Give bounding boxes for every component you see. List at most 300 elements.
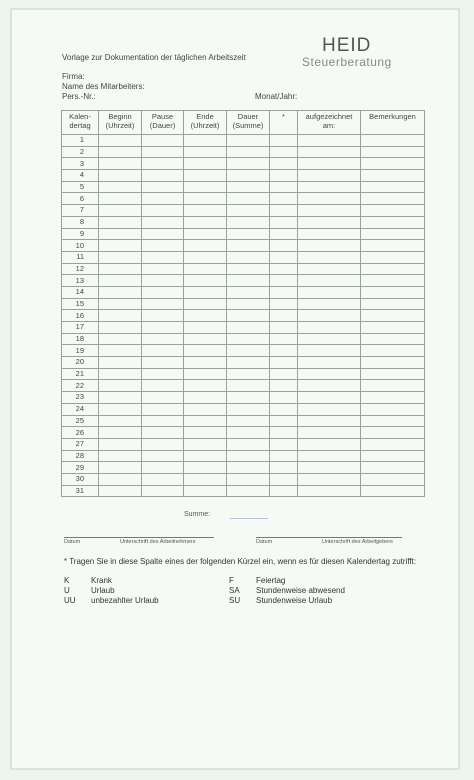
entry-cell[interactable]	[142, 345, 184, 357]
entry-cell[interactable]	[227, 193, 270, 205]
entry-cell[interactable]	[184, 170, 227, 182]
entry-cell[interactable]	[361, 322, 425, 334]
entry-cell[interactable]	[184, 193, 227, 205]
entry-cell[interactable]	[99, 170, 142, 182]
entry-cell[interactable]	[361, 298, 425, 310]
entry-cell[interactable]	[227, 310, 270, 322]
column-header-line2: dertag	[69, 121, 91, 130]
entry-cell[interactable]	[99, 438, 142, 450]
entry-cell[interactable]	[184, 205, 227, 217]
entry-cell[interactable]	[361, 263, 425, 275]
entry-cell[interactable]	[298, 403, 361, 415]
entry-cell[interactable]	[270, 135, 298, 147]
legend-label: unbezahlter Urlaub	[91, 596, 159, 605]
entry-cell[interactable]	[227, 380, 270, 392]
entry-cell[interactable]	[99, 450, 142, 462]
table-row	[62, 228, 425, 240]
entry-cell[interactable]	[227, 216, 270, 228]
day-number: 6	[62, 193, 99, 205]
entry-cell[interactable]	[270, 205, 298, 217]
day-number: 15	[62, 298, 99, 310]
entry-cell[interactable]	[99, 392, 142, 404]
entry-cell[interactable]	[270, 368, 298, 380]
entry-cell[interactable]	[184, 427, 227, 439]
day-number: 2	[62, 146, 99, 158]
entry-cell[interactable]	[298, 181, 361, 193]
company-logo	[302, 37, 422, 69]
entry-cell[interactable]	[142, 181, 184, 193]
column-header-line2: (Uhrzeit)	[190, 121, 220, 130]
entry-cell[interactable]	[184, 310, 227, 322]
table-row	[62, 333, 425, 345]
column-header	[298, 111, 361, 135]
entry-cell[interactable]	[270, 322, 298, 334]
entry-cell[interactable]	[361, 450, 425, 462]
entry-cell[interactable]	[227, 462, 270, 474]
legend-code: F	[229, 576, 234, 585]
table-row	[62, 357, 425, 369]
footnote: * Tragen Sie in diese Spalte eines der folgenden Kürzel ein, wenn es für diesen Kalendertag zutrifft:	[64, 557, 417, 566]
entry-cell[interactable]	[99, 368, 142, 380]
entry-cell[interactable]	[142, 427, 184, 439]
entry-cell[interactable]	[184, 263, 227, 275]
entry-cell[interactable]	[227, 135, 270, 147]
entry-cell[interactable]	[361, 333, 425, 345]
column-header	[270, 111, 298, 135]
entry-cell[interactable]	[99, 322, 142, 334]
entry-cell[interactable]	[270, 462, 298, 474]
table-row	[62, 450, 425, 462]
day-number: 7	[62, 205, 99, 217]
day-number: 17	[62, 322, 99, 334]
entry-cell[interactable]	[99, 473, 142, 485]
entry-cell[interactable]	[298, 263, 361, 275]
entry-cell[interactable]	[270, 438, 298, 450]
table-row	[62, 146, 425, 158]
entry-cell[interactable]	[184, 322, 227, 334]
entry-cell[interactable]	[99, 216, 142, 228]
day-number: 8	[62, 216, 99, 228]
entry-cell[interactable]	[270, 181, 298, 193]
entry-cell[interactable]	[142, 263, 184, 275]
entry-cell[interactable]	[227, 205, 270, 217]
entry-cell[interactable]	[361, 415, 425, 427]
table-row	[62, 251, 425, 263]
day-number: 16	[62, 310, 99, 322]
legend-label: Feiertag	[256, 576, 286, 585]
day-number: 12	[62, 263, 99, 275]
legend-item	[229, 576, 345, 586]
entry-cell[interactable]	[298, 473, 361, 485]
table-row	[62, 485, 425, 497]
entry-cell[interactable]	[270, 298, 298, 310]
entry-cell[interactable]	[99, 357, 142, 369]
entry-cell[interactable]	[99, 193, 142, 205]
entry-cell[interactable]	[184, 146, 227, 158]
entry-cell[interactable]	[298, 380, 361, 392]
legend-code: UU	[64, 596, 76, 605]
entry-cell[interactable]	[142, 450, 184, 462]
entry-cell[interactable]	[270, 380, 298, 392]
entry-cell[interactable]	[298, 135, 361, 147]
entry-cell[interactable]	[142, 473, 184, 485]
table-row	[62, 158, 425, 170]
entry-cell[interactable]	[184, 286, 227, 298]
entry-cell[interactable]	[142, 380, 184, 392]
entry-cell[interactable]	[99, 310, 142, 322]
entry-cell[interactable]	[227, 170, 270, 182]
entry-cell[interactable]	[298, 205, 361, 217]
datum-label-employee: Datum	[64, 539, 81, 545]
entry-cell[interactable]	[99, 181, 142, 193]
entry-cell[interactable]	[298, 438, 361, 450]
entry-cell[interactable]	[142, 462, 184, 474]
entry-cell[interactable]	[298, 415, 361, 427]
entry-cell[interactable]	[99, 403, 142, 415]
entry-cell[interactable]	[270, 240, 298, 252]
entry-cell[interactable]	[270, 473, 298, 485]
day-number: 22	[62, 380, 99, 392]
entry-cell[interactable]	[361, 485, 425, 497]
entry-cell[interactable]	[227, 368, 270, 380]
entry-cell[interactable]	[227, 450, 270, 462]
entry-cell[interactable]	[227, 333, 270, 345]
column-header-line2: (Dauer)	[149, 121, 176, 130]
entry-cell[interactable]	[298, 450, 361, 462]
entry-cell[interactable]	[184, 485, 227, 497]
entry-cell[interactable]	[184, 462, 227, 474]
entry-cell[interactable]	[142, 403, 184, 415]
entry-cell[interactable]	[298, 345, 361, 357]
entry-cell[interactable]	[184, 473, 227, 485]
entry-cell[interactable]	[142, 322, 184, 334]
entry-cell[interactable]	[298, 310, 361, 322]
entry-cell[interactable]	[227, 251, 270, 263]
entry-cell[interactable]	[298, 298, 361, 310]
entry-cell[interactable]	[361, 135, 425, 147]
entry-cell[interactable]	[184, 240, 227, 252]
entry-cell[interactable]	[298, 158, 361, 170]
entry-cell[interactable]	[270, 392, 298, 404]
entry-cell[interactable]	[184, 181, 227, 193]
entry-cell[interactable]	[99, 485, 142, 497]
entry-cell[interactable]	[361, 240, 425, 252]
entry-cell[interactable]	[142, 216, 184, 228]
table-row	[62, 181, 425, 193]
entry-cell[interactable]	[361, 181, 425, 193]
day-number: 28	[62, 450, 99, 462]
entry-cell[interactable]	[142, 485, 184, 497]
entry-cell[interactable]	[298, 240, 361, 252]
entry-cell[interactable]	[270, 403, 298, 415]
entry-cell[interactable]	[99, 333, 142, 345]
entry-cell[interactable]	[227, 438, 270, 450]
entry-cell[interactable]	[298, 322, 361, 334]
entry-cell[interactable]	[361, 392, 425, 404]
entry-cell[interactable]	[298, 462, 361, 474]
entry-cell[interactable]	[227, 298, 270, 310]
entry-cell[interactable]	[298, 170, 361, 182]
entry-cell[interactable]	[270, 450, 298, 462]
entry-cell[interactable]	[270, 286, 298, 298]
table-row	[62, 263, 425, 275]
entry-cell[interactable]	[227, 240, 270, 252]
entry-cell[interactable]	[298, 333, 361, 345]
column-header	[142, 111, 184, 135]
entry-cell[interactable]	[184, 380, 227, 392]
entry-cell[interactable]	[184, 228, 227, 240]
legend-right	[229, 576, 345, 606]
table-body	[62, 135, 425, 497]
signature-label-employer: Unterschrift des Arbeitgebers	[322, 539, 393, 545]
day-number: 25	[62, 415, 99, 427]
entry-cell[interactable]	[270, 310, 298, 322]
entry-cell[interactable]	[270, 275, 298, 287]
entry-cell[interactable]	[142, 193, 184, 205]
column-header-line1: aufgezeichnet	[305, 112, 353, 121]
entry-cell[interactable]	[142, 205, 184, 217]
entry-cell[interactable]	[298, 146, 361, 158]
table-row	[62, 322, 425, 334]
column-header	[184, 111, 227, 135]
day-number: 27	[62, 438, 99, 450]
column-header	[99, 111, 142, 135]
entry-cell[interactable]	[142, 170, 184, 182]
entry-cell[interactable]	[99, 146, 142, 158]
entry-cell[interactable]	[270, 415, 298, 427]
entry-cell[interactable]	[298, 216, 361, 228]
legend-item	[64, 576, 159, 586]
legend-label: Krank	[91, 576, 112, 585]
entry-cell[interactable]	[361, 170, 425, 182]
entry-cell[interactable]	[270, 228, 298, 240]
entry-cell[interactable]	[298, 251, 361, 263]
entry-cell[interactable]	[99, 286, 142, 298]
entry-cell[interactable]	[142, 286, 184, 298]
entry-cell[interactable]	[99, 240, 142, 252]
entry-cell[interactable]	[361, 275, 425, 287]
entry-cell[interactable]	[361, 251, 425, 263]
entry-cell[interactable]	[298, 286, 361, 298]
entry-cell[interactable]	[142, 158, 184, 170]
entry-cell[interactable]	[99, 427, 142, 439]
table-row	[62, 380, 425, 392]
entry-cell[interactable]	[227, 181, 270, 193]
field-firma: Firma:	[62, 72, 85, 81]
legend-left	[64, 576, 159, 606]
signature-line-employer	[256, 537, 402, 538]
entry-cell[interactable]	[227, 357, 270, 369]
entry-cell[interactable]	[142, 240, 184, 252]
entry-cell[interactable]	[184, 392, 227, 404]
entry-cell[interactable]	[184, 333, 227, 345]
entry-cell[interactable]	[361, 380, 425, 392]
column-header	[361, 111, 425, 135]
entry-cell[interactable]	[142, 310, 184, 322]
entry-cell[interactable]	[227, 485, 270, 497]
entry-cell[interactable]	[99, 298, 142, 310]
entry-cell[interactable]	[270, 170, 298, 182]
entry-cell[interactable]	[270, 427, 298, 439]
entry-cell[interactable]	[184, 298, 227, 310]
entry-cell[interactable]	[298, 392, 361, 404]
legend-item	[229, 586, 345, 596]
entry-cell[interactable]	[184, 368, 227, 380]
legend-label: Urlaub	[91, 586, 115, 595]
table-row	[62, 415, 425, 427]
table-row	[62, 403, 425, 415]
entry-cell[interactable]	[142, 368, 184, 380]
entry-cell[interactable]	[142, 228, 184, 240]
column-header-line1: Ende	[196, 112, 214, 121]
entry-cell[interactable]	[361, 473, 425, 485]
legend-item	[64, 596, 159, 606]
entry-cell[interactable]	[270, 485, 298, 497]
entry-cell[interactable]	[361, 462, 425, 474]
entry-cell[interactable]	[361, 345, 425, 357]
day-number: 4	[62, 170, 99, 182]
day-number: 1	[62, 135, 99, 147]
column-header-line1: *	[282, 112, 285, 121]
entry-cell[interactable]	[361, 368, 425, 380]
legend-item	[229, 596, 345, 606]
entry-cell[interactable]	[184, 158, 227, 170]
entry-cell[interactable]	[227, 158, 270, 170]
entry-cell[interactable]	[361, 438, 425, 450]
entry-cell[interactable]	[298, 357, 361, 369]
entry-cell[interactable]	[99, 380, 142, 392]
entry-cell[interactable]	[227, 403, 270, 415]
entry-cell[interactable]	[142, 415, 184, 427]
entry-cell[interactable]	[99, 158, 142, 170]
day-number: 19	[62, 345, 99, 357]
entry-cell[interactable]	[270, 158, 298, 170]
entry-cell[interactable]	[361, 403, 425, 415]
entry-cell[interactable]	[361, 357, 425, 369]
entry-cell[interactable]	[227, 286, 270, 298]
entry-cell[interactable]	[361, 193, 425, 205]
entry-cell[interactable]	[270, 193, 298, 205]
entry-cell[interactable]	[184, 357, 227, 369]
entry-cell[interactable]	[298, 485, 361, 497]
entry-cell[interactable]	[99, 263, 142, 275]
entry-cell[interactable]	[142, 298, 184, 310]
table-row	[62, 438, 425, 450]
day-number: 10	[62, 240, 99, 252]
table-row	[62, 170, 425, 182]
entry-cell[interactable]	[99, 135, 142, 147]
entry-cell[interactable]	[361, 216, 425, 228]
column-header-line1: Pause	[151, 112, 174, 121]
field-name: Name des Mitarbeiters:	[62, 82, 145, 91]
entry-cell[interactable]	[99, 251, 142, 263]
field-pers-nr: Pers.-Nr.:	[62, 92, 96, 101]
entry-cell[interactable]	[184, 216, 227, 228]
entry-cell[interactable]	[298, 368, 361, 380]
entry-cell[interactable]	[270, 333, 298, 345]
entry-cell[interactable]	[227, 473, 270, 485]
entry-cell[interactable]	[227, 275, 270, 287]
entry-cell[interactable]	[184, 438, 227, 450]
entry-cell[interactable]	[184, 403, 227, 415]
entry-cell[interactable]	[142, 333, 184, 345]
entry-cell[interactable]	[142, 357, 184, 369]
entry-cell[interactable]	[227, 146, 270, 158]
entry-cell[interactable]	[99, 345, 142, 357]
entry-cell[interactable]	[184, 135, 227, 147]
day-number: 18	[62, 333, 99, 345]
entry-cell[interactable]	[298, 228, 361, 240]
entry-cell[interactable]	[184, 450, 227, 462]
entry-cell[interactable]	[184, 251, 227, 263]
entry-cell[interactable]	[99, 415, 142, 427]
entry-cell[interactable]	[361, 205, 425, 217]
entry-cell[interactable]	[227, 415, 270, 427]
column-header	[62, 111, 99, 135]
day-number: 5	[62, 181, 99, 193]
entry-cell[interactable]	[361, 427, 425, 439]
entry-cell[interactable]	[99, 205, 142, 217]
day-number: 24	[62, 403, 99, 415]
entry-cell[interactable]	[99, 228, 142, 240]
entry-cell[interactable]	[184, 345, 227, 357]
logo-main-text: HEID	[322, 35, 372, 56]
entry-cell[interactable]	[361, 310, 425, 322]
day-number: 31	[62, 485, 99, 497]
entry-cell[interactable]	[227, 322, 270, 334]
entry-cell[interactable]	[227, 228, 270, 240]
entry-cell[interactable]	[298, 193, 361, 205]
logo-sub-text: Steuerberatung	[302, 55, 392, 69]
entry-cell[interactable]	[142, 438, 184, 450]
entry-cell[interactable]	[361, 146, 425, 158]
entry-cell[interactable]	[227, 263, 270, 275]
day-number: 3	[62, 158, 99, 170]
entry-cell[interactable]	[227, 345, 270, 357]
entry-cell[interactable]	[270, 345, 298, 357]
entry-cell[interactable]	[361, 286, 425, 298]
signature-line-employee	[64, 537, 214, 538]
table-row	[62, 427, 425, 439]
entry-cell[interactable]	[298, 275, 361, 287]
entry-cell[interactable]	[142, 251, 184, 263]
entry-cell[interactable]	[298, 427, 361, 439]
entry-cell[interactable]	[270, 216, 298, 228]
column-header-line1: Beginn	[108, 112, 132, 121]
entry-cell[interactable]	[99, 275, 142, 287]
entry-cell[interactable]	[227, 392, 270, 404]
entry-cell[interactable]	[142, 392, 184, 404]
entry-cell[interactable]	[270, 251, 298, 263]
entry-cell[interactable]	[99, 462, 142, 474]
entry-cell[interactable]	[184, 275, 227, 287]
entry-cell[interactable]	[227, 427, 270, 439]
entry-cell[interactable]	[184, 415, 227, 427]
document-title: Vorlage zur Dokumentation der täglichen Arbeitszeit	[62, 53, 246, 62]
entry-cell[interactable]	[270, 357, 298, 369]
entry-cell[interactable]	[142, 275, 184, 287]
entry-cell[interactable]	[142, 135, 184, 147]
entry-cell[interactable]	[361, 228, 425, 240]
table-row	[62, 345, 425, 357]
entry-cell[interactable]	[361, 158, 425, 170]
summe-line	[230, 518, 268, 519]
day-number: 26	[62, 427, 99, 439]
entry-cell[interactable]	[270, 263, 298, 275]
entry-cell[interactable]	[270, 146, 298, 158]
summe-label: Summe:	[184, 511, 211, 518]
entry-cell[interactable]	[142, 146, 184, 158]
